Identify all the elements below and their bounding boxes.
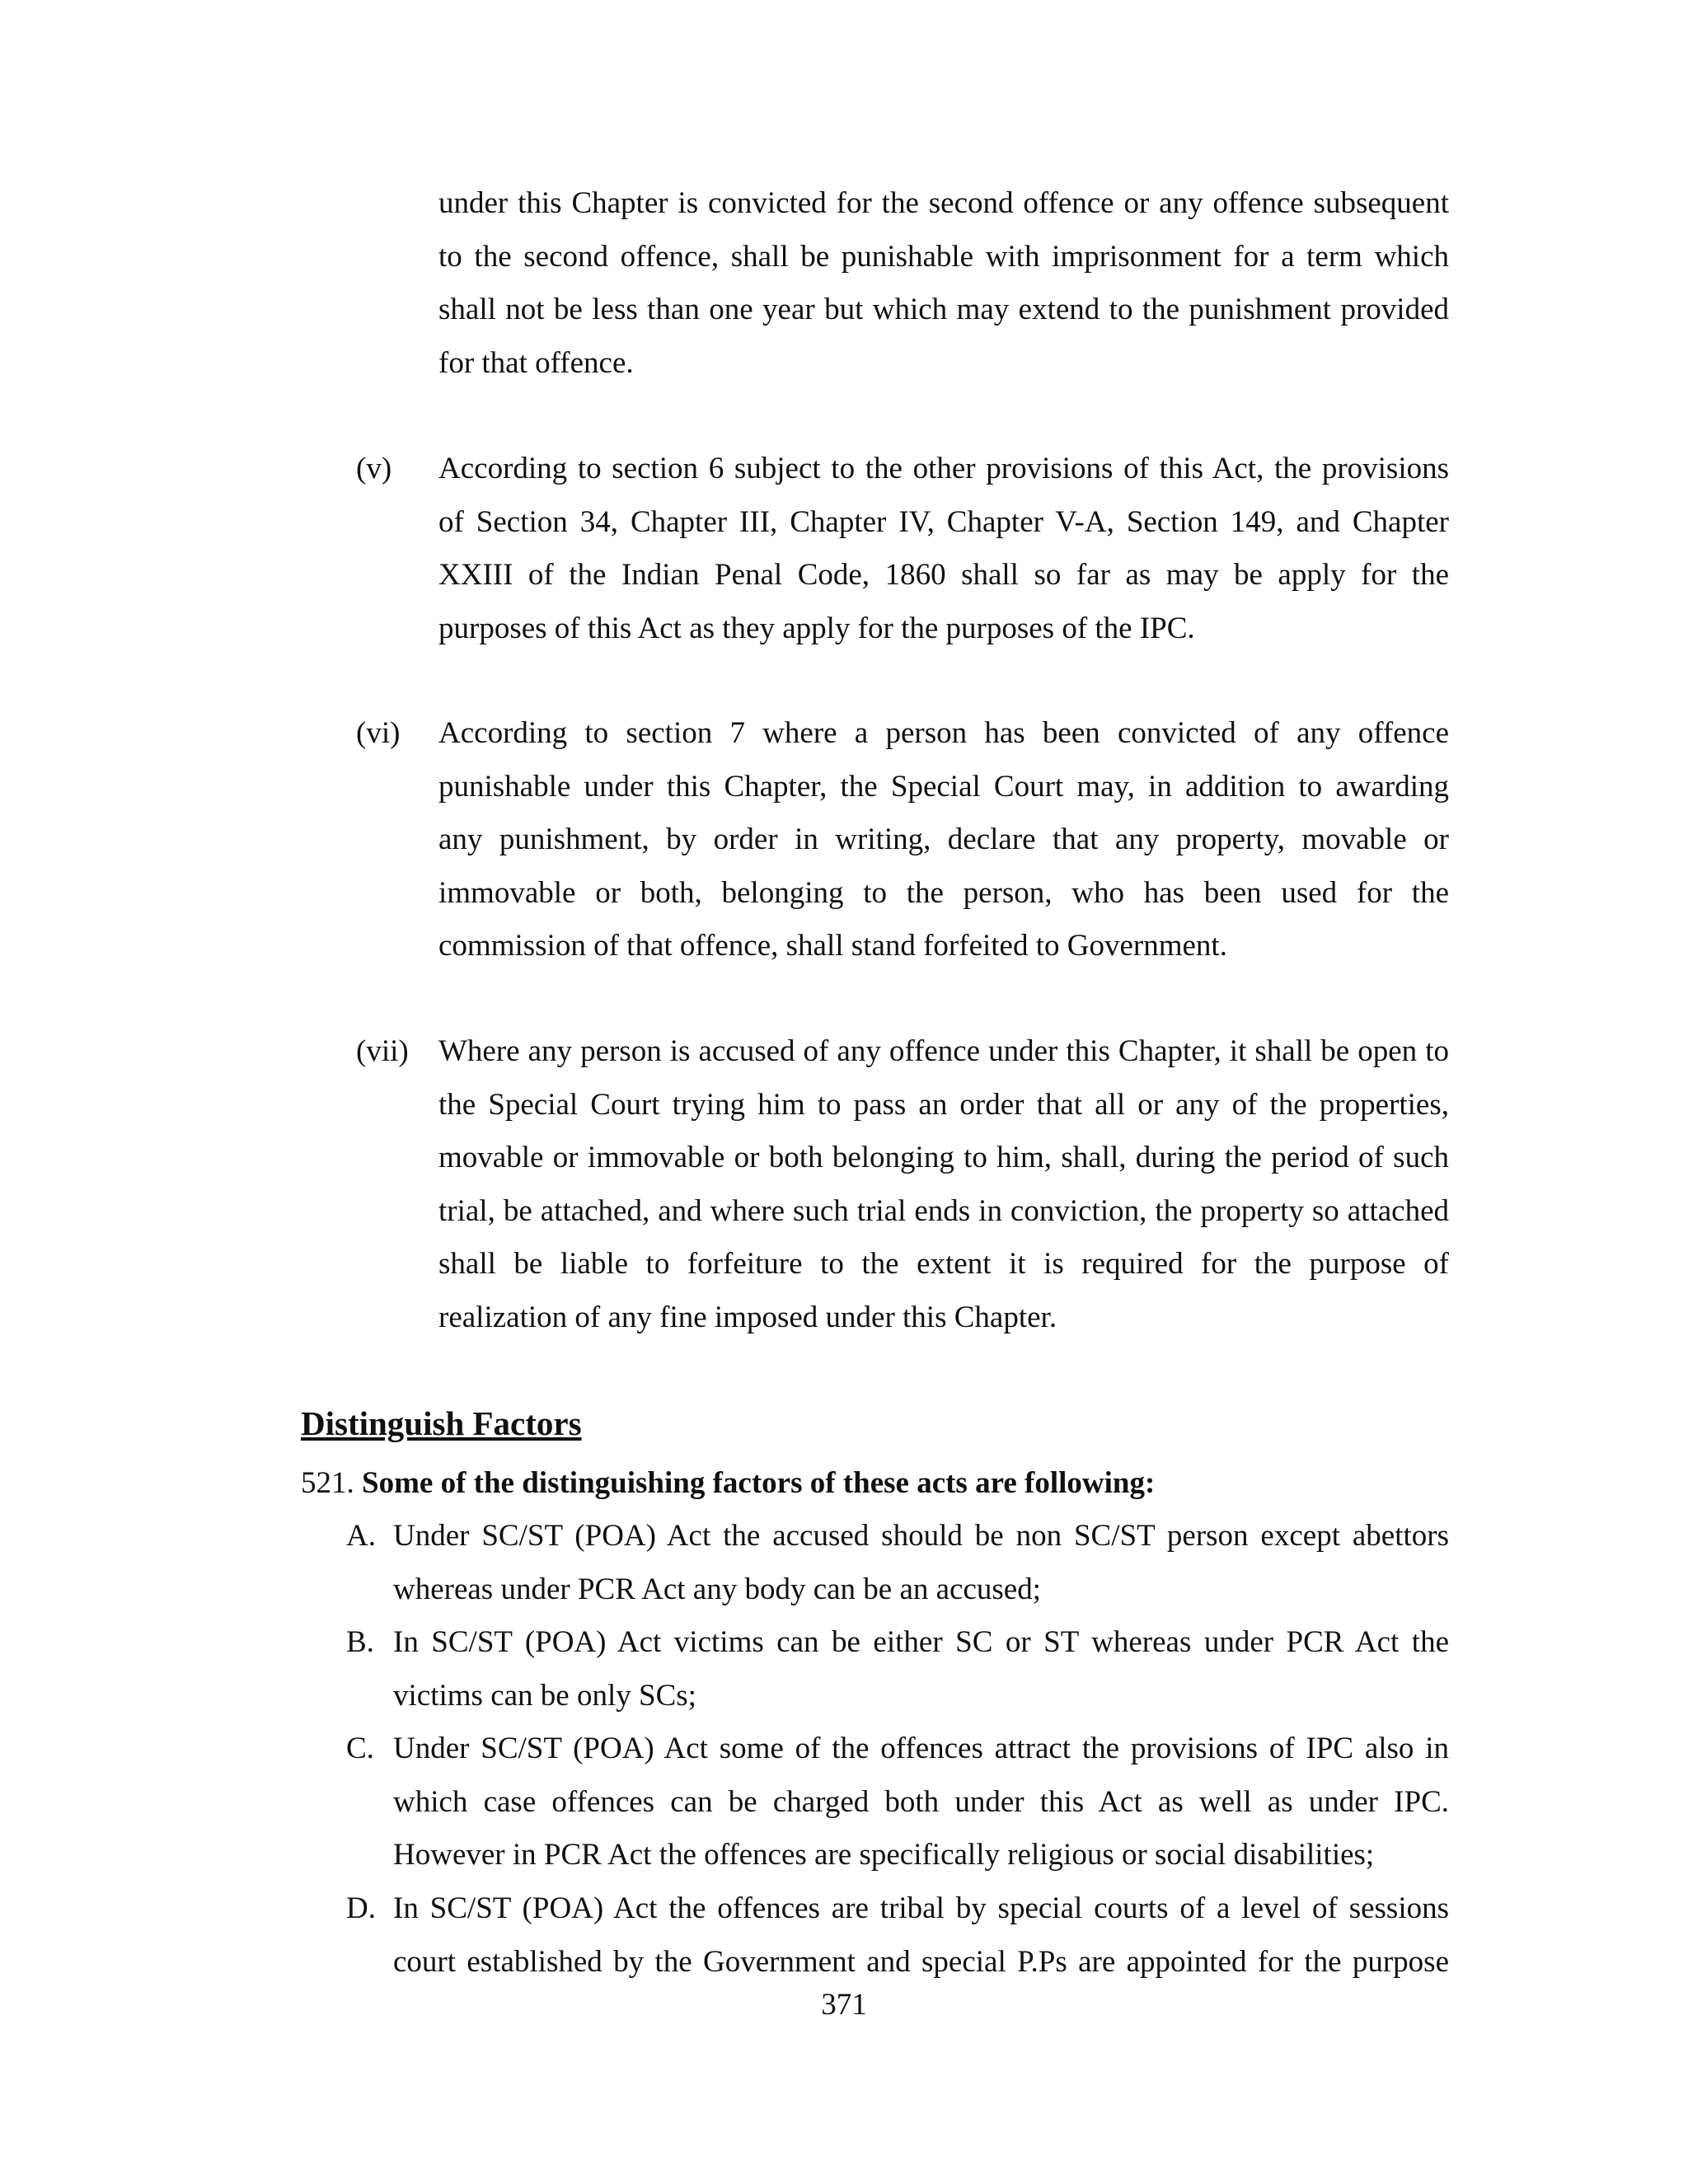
text-line: According to section 7 where a person has been convicted of any offence [438,716,1449,750]
text-line: realization of any fine imposed under this Chapter. [438,1300,1057,1334]
text-line: the Special Court trying him to pass an order that all or any of the properties, [438,1087,1449,1122]
factor-letter: B. [346,1625,374,1659]
text-line: shall be liable to forfeiture to the extent it is required for the purpose of [438,1247,1449,1282]
item-body [438,707,1449,973]
paragraph-number: 521. [301,1466,354,1500]
text-line: However in PCR Act the offences are specifically religious or social disabilities; [393,1838,1375,1872]
text-line: purposes of this Act as they apply for the purposes of the IPC. [438,611,1195,645]
factor-body [393,1616,1449,1722]
item-number: (vii) [356,1034,409,1068]
text-line: trial, be attached, and where such trial ends in conviction, the property so attached [438,1193,1449,1228]
text-line: Under SC/ST (POA) Act some of the offences attract the provisions of IPC also in [393,1732,1449,1765]
text-line: commission of that offence, shall stand forfeited to Government. [438,929,1227,963]
text-line: which case offences can be charged both under this Act as well as under IPC. [393,1784,1449,1819]
text-line: whereas under PCR Act any body can be an accused; [393,1572,1041,1606]
paragraph-intro-text: Some of the distinguishing factors of these acts are following: [362,1466,1156,1500]
factor-letter: C. [346,1732,374,1765]
item-number: (v) [356,452,392,485]
text-line: In SC/ST (POA) Act the offences are tribal by special courts of a level of sessions [393,1891,1449,1925]
factor-body [393,1882,1449,1989]
text-line: any punishment, by order in writing, declare that any property, movable or [438,823,1449,857]
factor-body [393,1510,1449,1616]
continuation-paragraph [438,177,1449,390]
text-line: immovable or both, belonging to the person, who has been used for the [438,875,1449,910]
paragraph-intro [301,1457,1155,1510]
text-line: movable or immovable or both belonging to him, shall, during the period of such [438,1141,1449,1175]
text-line: XXIII of the Indian Penal Code, 1860 shall so far as may be apply for the [438,558,1449,593]
text-line: Under SC/ST (POA) Act the accused should be non SC/ST person except abettors [393,1519,1449,1553]
page-number: 371 [821,1988,867,2022]
text-line: According to section 6 subject to the other provisions of this Act, the provisions [438,452,1449,485]
text-line: Where any person is accused of any offence under this Chapter, it shall be open to [438,1034,1449,1068]
text-line: In SC/ST (POA) Act victims can be either SC or ST whereas under PCR Act the [393,1625,1449,1659]
text-line: of Section 34, Chapter III, Chapter IV, Chapter V-A, Section 149, and Chapter [438,504,1449,539]
item-number: (vi) [356,716,401,750]
text-line: shall not be less than one year but which may extend to the punishment provided [438,293,1449,327]
item-body [438,443,1449,655]
text-line: under this Chapter is convicted for the second offence or any offence subsequent [438,186,1449,220]
factor-letter: D. [346,1891,376,1925]
text-line: victims can be only SCs; [393,1678,696,1713]
section-heading: Distinguish Factors [301,1404,582,1442]
text-line: to the second offence, shall be punishable with imprisonment for a term which [438,239,1449,274]
factor-letter: A. [346,1519,376,1553]
text-line: punishable under this Chapter, the Special Court may, in addition to awarding [438,769,1449,804]
text-line: for that offence. [438,345,634,380]
factor-body [393,1722,1449,1882]
text-line: court established by the Government and special P.Ps are appointed for the purpose [393,1944,1449,1979]
item-body [438,1025,1449,1345]
